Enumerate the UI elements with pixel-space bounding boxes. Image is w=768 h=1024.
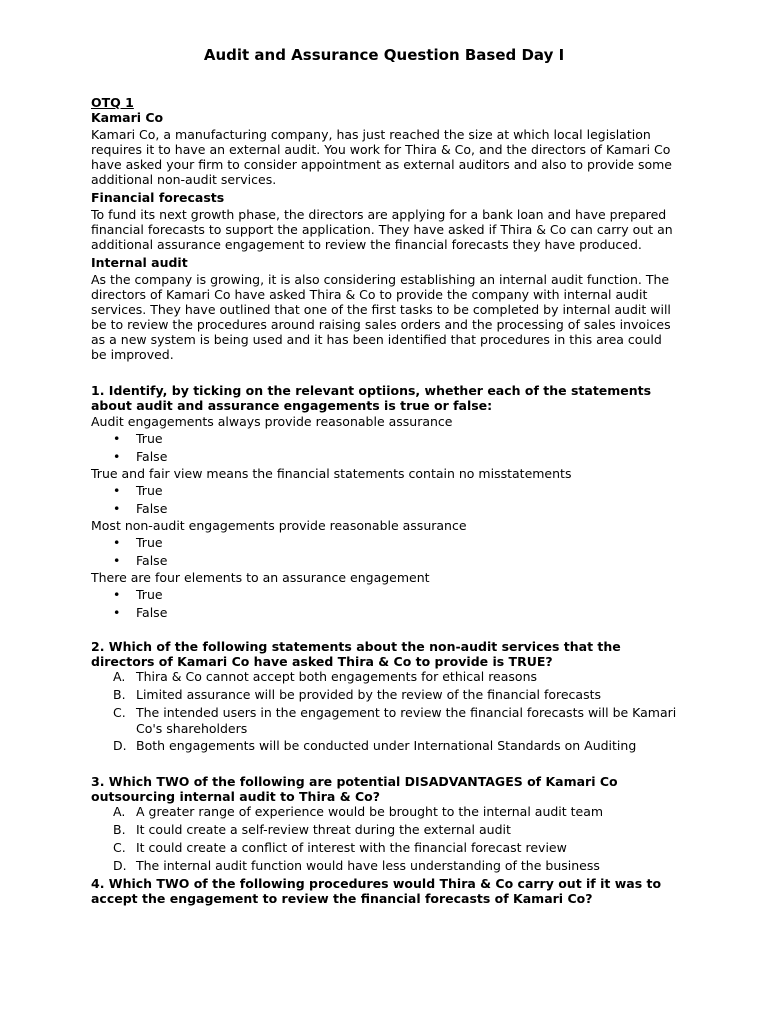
q3-option-a[interactable]: A. A greater range of experience would be brought to the internal audit team (113, 804, 604, 819)
q2-option-c[interactable]: C. The intended users in the engagement to review the financial forecasts will be Kamari Co's shareholders (113, 705, 677, 736)
bullet-icon: • (113, 483, 121, 498)
bullet-icon: • (113, 431, 121, 446)
q1-option-false[interactable]: • False (113, 604, 168, 620)
question-4: 4. Which TWO of the following procedures would Thira & Co carry out if it was to accept the engagement to review the financial forecasts of Kamari Co? (91, 876, 662, 906)
bullet-icon: • (113, 448, 121, 464)
q3-option-c[interactable]: C. It could create a conflict of interest with the financial forecast review (113, 840, 567, 855)
q1-options-list (91, 430, 681, 465)
bullet-icon: • (113, 552, 121, 568)
q1-option-true[interactable]: • True (113, 587, 163, 602)
q1-options-list (91, 482, 681, 517)
q1-statement: True and fair view means the financial statements contain no misstatements (91, 466, 572, 481)
question-1: 1. Identify, by ticking on the relevant optiions, whether each of the statements about audit and assurance engagements is true or false: (91, 383, 652, 413)
bullet-icon: • (113, 535, 121, 550)
section-heading-forecasts: Financial forecasts (91, 190, 225, 205)
bullet-icon: • (113, 500, 121, 516)
paragraph-forecasts: To fund its next growth phase, the directors are applying for a bank loan and have prepared financial forecasts to support the application. They have asked if Thira & Co can carry out an additional assurance engagement to review the financial forecasts they have produced. (91, 207, 673, 252)
q1-option-true[interactable]: • True (113, 431, 163, 446)
q2-option-b[interactable]: B. Limited assurance will be provided by the review of the financial forecasts (113, 687, 602, 702)
q2-option-a[interactable]: A. Thira & Co cannot accept both engagements for ethical reasons (113, 669, 538, 684)
bullet-icon: • (113, 587, 121, 602)
paragraph-internal-audit: As the company is growing, it is also considering establishing an internal audit function. The directors of Kamari Co have asked Thira & Co to provide the company with internal audit services. They have outlined that one of the first tasks to be completed by internal audit will be to review the procedures around raising sales orders and the processing of sales invoices as a new system is being used and it has been identified that procedures in this area could be improved. (91, 272, 671, 362)
section-heading-internal-audit: Internal audit (91, 255, 188, 270)
document-body (91, 95, 681, 906)
q1-statement: Most non-audit engagements provide reasonable assurance (91, 518, 467, 533)
q1-option-false[interactable]: • False (113, 500, 168, 516)
q1-option-false[interactable]: • False (113, 448, 168, 464)
section-heading-company: Kamari Co (91, 110, 164, 125)
q3-option-d[interactable]: D. The internal audit function would have less understanding of the business (113, 858, 600, 873)
question-2: 2. Which of the following statements about the non-audit services that the directors of Kamari Co have asked Thira & Co to provide is TRUE? (91, 639, 621, 669)
q1-statement: There are four elements to an assurance engagement (91, 570, 430, 585)
q1-options-list (91, 534, 681, 569)
q1-option-false[interactable]: • False (113, 552, 168, 568)
q1-option-true[interactable]: • True (113, 535, 163, 550)
otq-label: OTQ 1 (91, 95, 134, 110)
question-3: 3. Which TWO of the following are potential DISADVANTAGES of Kamari Co outsourcing internal audit to Thira & Co? (91, 774, 618, 804)
q1-options-list (91, 586, 681, 621)
document-title: Audit and Assurance Question Based Day I (203, 46, 565, 64)
q2-option-d[interactable]: D. Both engagements will be conducted under International Standards on Auditing (113, 738, 637, 753)
q3-option-b[interactable]: B. It could create a self-review threat during the external audit (113, 822, 511, 837)
paragraph-company: Kamari Co, a manufacturing company, has just reached the size at which local legislation requires it to have an external audit. You work for Thira & Co, and the directors of Kamari Co have asked your firm to consider appointment as external auditors and also to provide some additional non-audit services. (91, 127, 672, 187)
q1-statement: Audit engagements always provide reasonable assurance (91, 414, 453, 429)
q3-options-list (91, 804, 681, 875)
bullet-icon: • (113, 604, 121, 620)
q1-option-true[interactable]: • True (113, 483, 163, 498)
q2-options-list (91, 669, 681, 755)
